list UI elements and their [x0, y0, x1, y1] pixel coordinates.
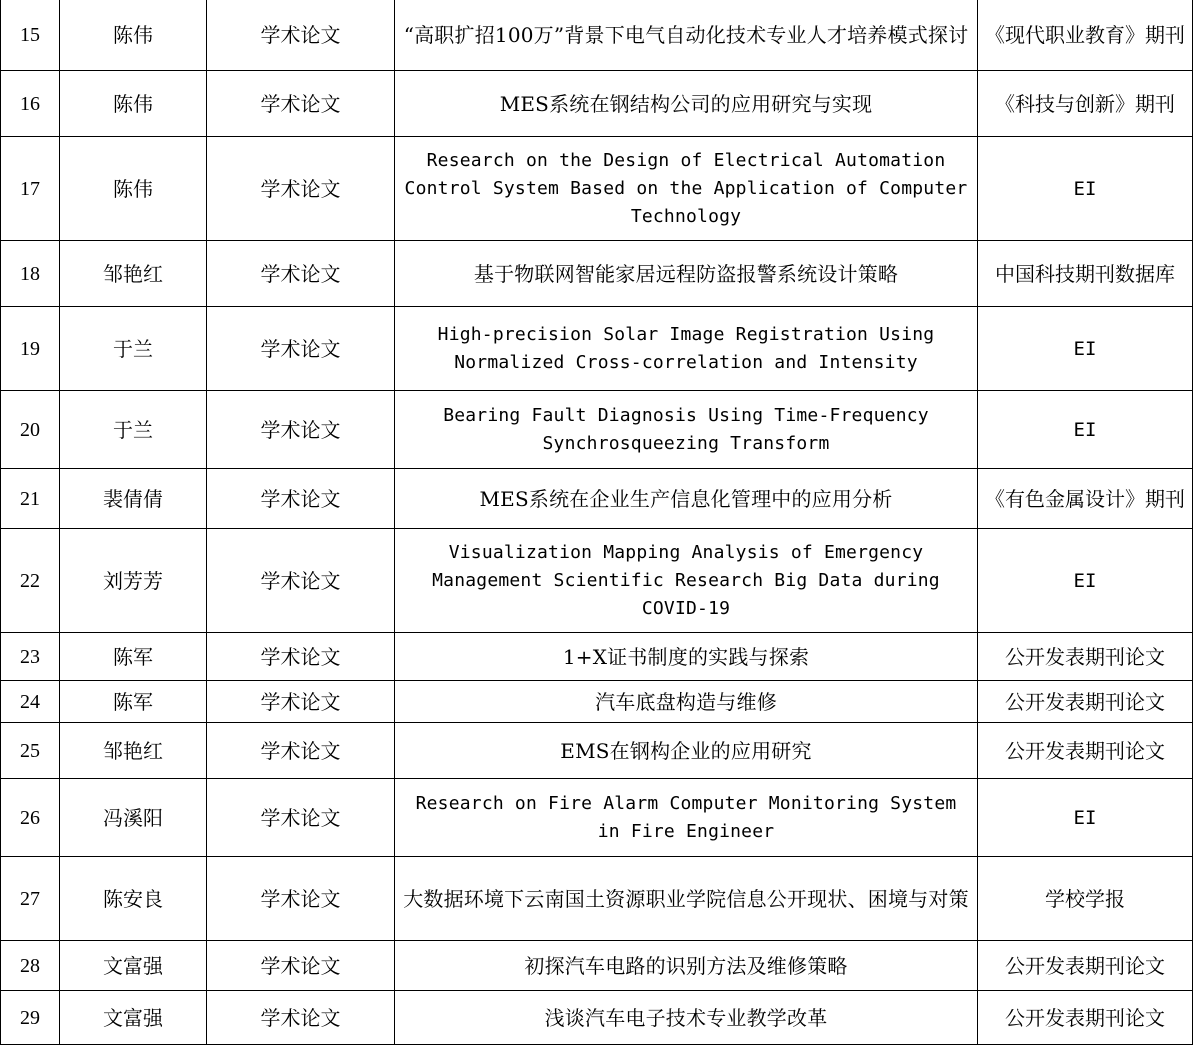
row-number: 22: [1, 529, 60, 633]
table-row: [1, 307, 1193, 391]
category-cell: 学术论文: [207, 857, 395, 941]
source-cell: 学校学报: [978, 857, 1193, 941]
table-row: [1, 633, 1193, 681]
row-number: 28: [1, 941, 60, 991]
papers-table-body: [1, 0, 1193, 1045]
source-cell: EI: [978, 779, 1193, 857]
table-row: [1, 137, 1193, 241]
category-cell: 学术论文: [207, 529, 395, 633]
table-row: [1, 723, 1193, 779]
category-cell: 学术论文: [207, 991, 395, 1045]
row-number: 15: [1, 0, 60, 71]
author-cell: 冯溪阳: [60, 779, 207, 857]
category-cell: 学术论文: [207, 0, 395, 71]
table-row: [1, 391, 1193, 469]
title-cell: Research on Fire Alarm Computer Monitoring System in Fire Engineer: [395, 779, 978, 857]
author-cell: 陈伟: [60, 0, 207, 71]
author-cell: 于兰: [60, 391, 207, 469]
row-number: 29: [1, 991, 60, 1045]
source-cell: 《科技与创新》期刊: [978, 71, 1193, 137]
source-cell: 公开发表期刊论文: [978, 681, 1193, 723]
row-number: 18: [1, 241, 60, 307]
row-number: 26: [1, 779, 60, 857]
category-cell: 学术论文: [207, 391, 395, 469]
category-cell: 学术论文: [207, 137, 395, 241]
author-cell: 陈伟: [60, 71, 207, 137]
title-cell: MES系统在钢结构公司的应用研究与实现: [395, 71, 978, 137]
author-cell: 陈军: [60, 681, 207, 723]
title-cell: Research on the Design of Electrical Automation Control System Based on the Application of Computer Technology: [395, 137, 978, 241]
row-number: 25: [1, 723, 60, 779]
title-cell: 基于物联网智能家居远程防盗报警系统设计策略: [395, 241, 978, 307]
source-cell: 中国科技期刊数据库: [978, 241, 1193, 307]
source-cell: 公开发表期刊论文: [978, 633, 1193, 681]
table-row: [1, 941, 1193, 991]
source-cell: 公开发表期刊论文: [978, 723, 1193, 779]
table-row: [1, 0, 1193, 71]
table-row: [1, 779, 1193, 857]
source-cell: EI: [978, 391, 1193, 469]
row-number: 23: [1, 633, 60, 681]
row-number: 24: [1, 681, 60, 723]
title-cell: 1+X证书制度的实践与探索: [395, 633, 978, 681]
table-row: [1, 469, 1193, 529]
source-cell: 《有色金属设计》期刊: [978, 469, 1193, 529]
title-cell: Visualization Mapping Analysis of Emergency Management Scientific Research Big Data during COVID-19: [395, 529, 978, 633]
category-cell: 学术论文: [207, 681, 395, 723]
title-cell: MES系统在企业生产信息化管理中的应用分析: [395, 469, 978, 529]
author-cell: 邹艳红: [60, 723, 207, 779]
row-number: 17: [1, 137, 60, 241]
title-cell: 大数据环境下云南国土资源职业学院信息公开现状、困境与对策: [395, 857, 978, 941]
category-cell: 学术论文: [207, 71, 395, 137]
table-row: [1, 71, 1193, 137]
row-number: 16: [1, 71, 60, 137]
table-row: [1, 529, 1193, 633]
table-row: [1, 681, 1193, 723]
title-cell: 浅谈汽车电子技术专业教学改革: [395, 991, 978, 1045]
title-cell: High-precision Solar Image Registration Using Normalized Cross-correlation and Intensity: [395, 307, 978, 391]
source-cell: 《现代职业教育》期刊: [978, 0, 1193, 71]
source-cell: 公开发表期刊论文: [978, 941, 1193, 991]
category-cell: 学术论文: [207, 307, 395, 391]
category-cell: 学术论文: [207, 779, 395, 857]
author-cell: 陈伟: [60, 137, 207, 241]
author-cell: 陈安良: [60, 857, 207, 941]
table-row: [1, 857, 1193, 941]
author-cell: 陈军: [60, 633, 207, 681]
title-cell: “高职扩招100万”背景下电气自动化技术专业人才培养模式探讨: [395, 0, 978, 71]
author-cell: 文富强: [60, 991, 207, 1045]
row-number: 27: [1, 857, 60, 941]
source-cell: EI: [978, 307, 1193, 391]
category-cell: 学术论文: [207, 241, 395, 307]
source-cell: EI: [978, 137, 1193, 241]
table-row: [1, 991, 1193, 1045]
source-cell: 公开发表期刊论文: [978, 991, 1193, 1045]
title-cell: Bearing Fault Diagnosis Using Time-Frequency Synchrosqueezing Transform: [395, 391, 978, 469]
table-row: [1, 241, 1193, 307]
category-cell: 学术论文: [207, 941, 395, 991]
title-cell: 初探汽车电路的识别方法及维修策略: [395, 941, 978, 991]
title-cell: 汽车底盘构造与维修: [395, 681, 978, 723]
title-cell: EMS在钢构企业的应用研究: [395, 723, 978, 779]
author-cell: 邹艳红: [60, 241, 207, 307]
row-number: 21: [1, 469, 60, 529]
source-cell: EI: [978, 529, 1193, 633]
category-cell: 学术论文: [207, 469, 395, 529]
author-cell: 文富强: [60, 941, 207, 991]
category-cell: 学术论文: [207, 633, 395, 681]
author-cell: 于兰: [60, 307, 207, 391]
author-cell: 刘芳芳: [60, 529, 207, 633]
category-cell: 学术论文: [207, 723, 395, 779]
author-cell: 裴倩倩: [60, 469, 207, 529]
row-number: 20: [1, 391, 60, 469]
row-number: 19: [1, 307, 60, 391]
